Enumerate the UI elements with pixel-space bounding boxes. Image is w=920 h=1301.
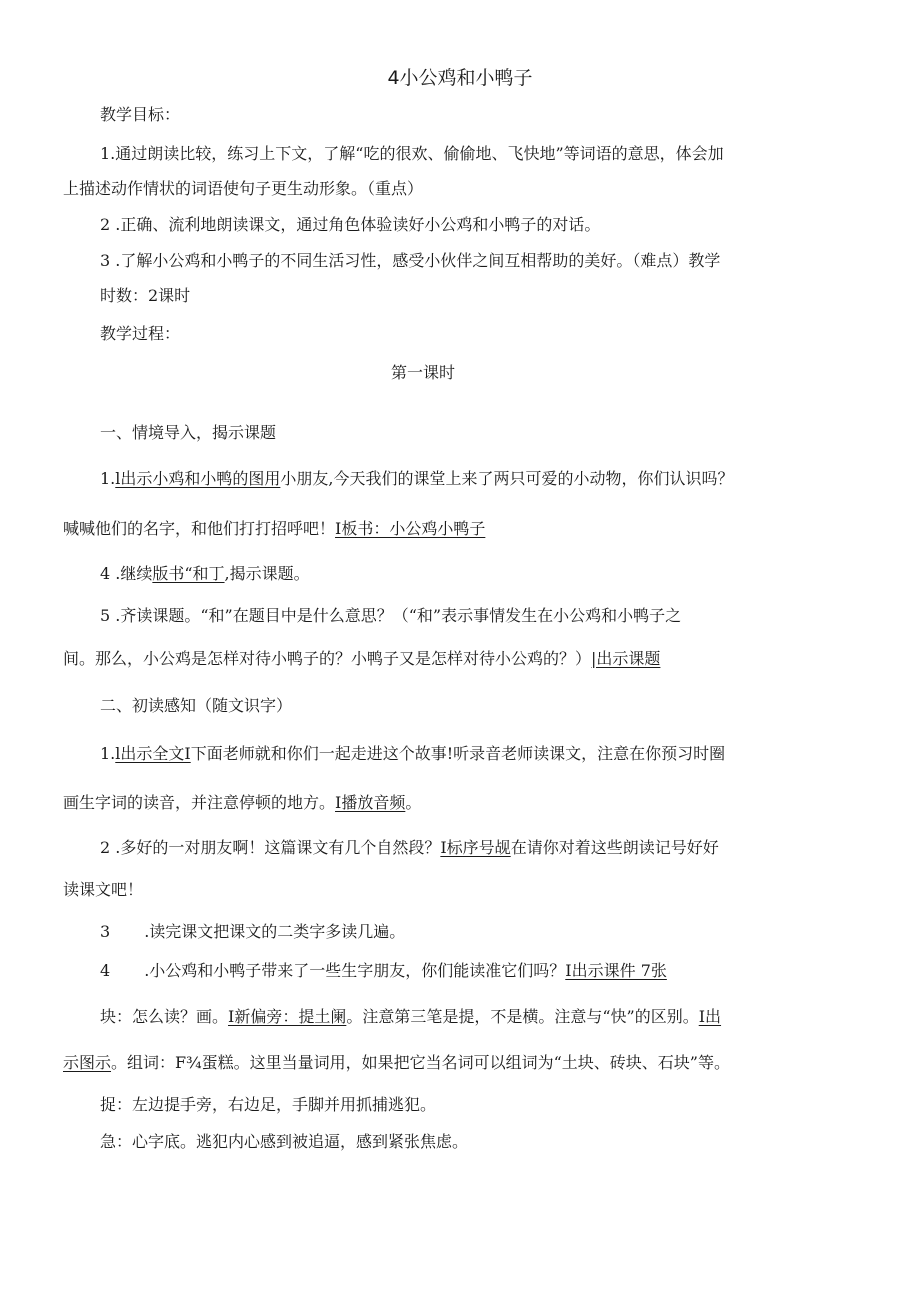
process-heading: 教学过程： bbox=[100, 324, 181, 343]
section-1-item-1-line-1 bbox=[100, 468, 733, 490]
section-1-item-4 bbox=[100, 563, 310, 585]
annotation-show-title: |出示课题 bbox=[591, 649, 661, 668]
item-text: 2 .多好的一对朋友啊！这篇课文有几个自然段？ bbox=[100, 838, 441, 857]
item-text: .小公鸡和小鸭子带来了一些生字朋友，你们能读准它们吗？ bbox=[144, 961, 566, 980]
section-1-heading: 一、情境导入，揭示课题 bbox=[100, 423, 277, 442]
item-text: 间。那么，小公鸡是怎样对待小鸭子的？小鸭子又是怎样对待小公鸡的？） bbox=[63, 649, 592, 668]
objective-3-line-2: 时数：2课时 bbox=[100, 286, 191, 305]
annotation-board-and: 版书“和丁 bbox=[152, 564, 225, 583]
item-text: 。组词：F¾蛋糕。这里当量词用，如果把它当名词可以组词为“土块、砖块、石块”等。 bbox=[111, 1053, 730, 1072]
item-text: ,揭示课题。 bbox=[224, 564, 310, 583]
item-text: 小朋友,今天我们的课堂上来了两只可爱的小动物，你们认识吗？ bbox=[280, 469, 734, 488]
section-2-item-2-line-2: 读课文吧！ bbox=[63, 880, 144, 899]
item-text: 喊喊他们的名字，和他们打打招呼吧！ bbox=[63, 519, 336, 538]
annotation-show-picture: l出示小鸡和小鸭的图用 bbox=[115, 469, 281, 488]
character-zhuo: 捉：左边提手旁，右边足，手脚并用抓捕逃犯。 bbox=[100, 1095, 437, 1114]
section-1-item-1-line-2 bbox=[63, 518, 485, 540]
annotation-number-paragraphs: I标序号觇 bbox=[440, 838, 511, 857]
annotation-board-writing: I板书：小公鸡小鸭子 bbox=[335, 519, 486, 538]
objective-3-line-1: 3 .了解小公鸡和小鸭子的不同生活习性，感受小伙伴之间互相帮助的美好。（难点）教学 bbox=[100, 251, 721, 270]
section-2-item-4 bbox=[100, 960, 667, 982]
annotation-new-radical: I新偏旁：提土阑 bbox=[228, 1007, 347, 1026]
objective-1-line-1: 1.通过朗读比较，练习上下文，了解“吃的很欢、偷偷地、飞快地”等词语的意思，体会加 bbox=[100, 144, 724, 163]
lesson-1-heading: 第一课时 bbox=[390, 363, 455, 382]
item-text: 画生字词的读音，并注意停顿的地方。 bbox=[63, 793, 336, 812]
item-number: 4 bbox=[100, 961, 111, 980]
item-text: 下面老师就和你们一起走进这个故事!听录音老师读课文，注意在你预习时圈 bbox=[190, 744, 726, 763]
annotation-show-diagram-start: I出 bbox=[698, 1007, 722, 1026]
item-text: 4 .继续 bbox=[100, 564, 153, 583]
item-text: 在请你对着这些朗读记号好好 bbox=[510, 838, 719, 857]
item-text: 。注意第三笔是提，不是横。注意与“快”的区别。 bbox=[346, 1007, 699, 1026]
objective-2: 2 .正确、流利地朗读课文，通过角色体验读好小公鸡和小鸭子的对话。 bbox=[100, 215, 601, 234]
annotation-show-diagram-end: 示图示 bbox=[63, 1053, 112, 1072]
item-number: 3 bbox=[100, 922, 111, 941]
item-number: 1. bbox=[100, 469, 116, 488]
objective-1-line-2: 上描述动作情状的词语使句子更生动形象。（重点） bbox=[63, 179, 424, 198]
section-2-item-2-line-1 bbox=[100, 837, 719, 859]
section-2-item-3 bbox=[100, 921, 405, 943]
objectives-heading: 教学目标： bbox=[100, 105, 181, 124]
section-1-item-5-line-2 bbox=[63, 648, 660, 670]
character-ji: 急：心字底。逃犯内心感到被追逼，感到紧张焦虑。 bbox=[100, 1132, 469, 1151]
annotation-play-audio: I播放音频 bbox=[335, 793, 406, 812]
section-2-heading: 二、初读感知（随文识字） bbox=[100, 696, 293, 715]
annotation-show-full-text: l出示全文I bbox=[115, 744, 191, 763]
page-title: 4小公鸡和小鸭子 bbox=[387, 67, 533, 89]
section-2-item-1-line-2 bbox=[63, 792, 421, 814]
item-text: 。 bbox=[405, 793, 422, 812]
section-1-item-5-line-1: 5 .齐读课题。“和”在题目中是什么意思？（“和”表示事情发生在小公鸡和小鸭子之 bbox=[100, 606, 682, 625]
item-number: 1. bbox=[100, 744, 116, 763]
character-kuai-line-1 bbox=[100, 1006, 721, 1028]
item-text: 块：怎么读？画。 bbox=[100, 1007, 229, 1026]
section-2-item-1-line-1 bbox=[100, 743, 725, 765]
character-kuai-line-2 bbox=[63, 1052, 730, 1074]
annotation-show-slides: I出示课件 7张 bbox=[565, 961, 667, 980]
item-text: .读完课文把课文的二类字多读几遍。 bbox=[144, 922, 406, 941]
